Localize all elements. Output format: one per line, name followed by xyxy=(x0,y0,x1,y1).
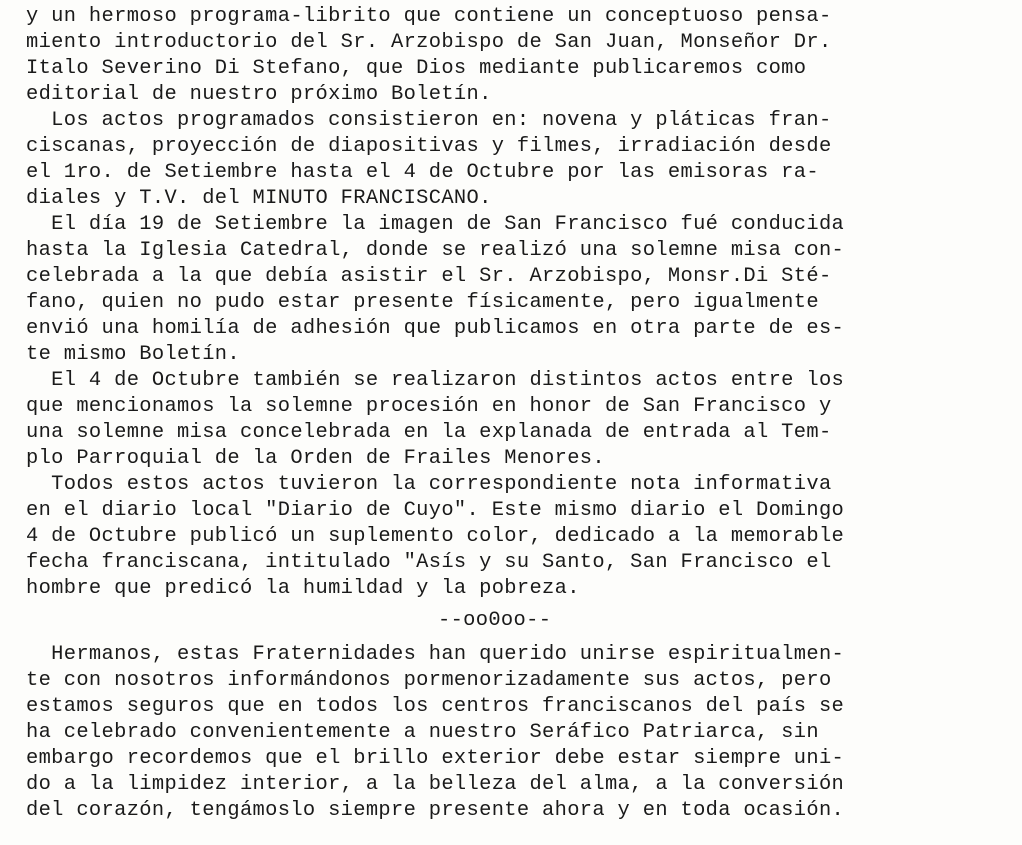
p4-line-3: una solemne misa concelebrada en la explanada de entrada al Tem- xyxy=(26,421,832,444)
p1-line-2: miento introductorio del Sr. Arzobispo de San Juan, Monseñor Dr. xyxy=(26,31,832,54)
p2-line-2: ciscanas, proyección de diapositivas y filmes, irradiación desde xyxy=(26,135,832,158)
p3-line-1: El día 19 de Setiembre la imagen de San Francisco fué conducida xyxy=(26,213,845,236)
p1-line-3: Italo Severino Di Stefano, que Dios mediante publicaremos como xyxy=(26,57,807,80)
p6-line-7: del corazón, tengámoslo siempre presente ahora y en toda ocasión. xyxy=(26,799,845,822)
p6-line-5: embargo recordemos que el brillo exterior debe estar siempre uni- xyxy=(26,747,845,770)
p4-line-2: que mencionamos la solemne procesión en honor de San Francisco y xyxy=(26,395,832,418)
section-separator: --oo0oo-- xyxy=(438,609,552,632)
p3-line-4: fano, quien no pudo estar presente físicamente, pero igualmente xyxy=(26,291,819,314)
p1-line-1: y un hermoso programa-librito que contiene un conceptuoso pensa- xyxy=(26,5,832,28)
p4-line-1: El 4 de Octubre también se realizaron distintos actos entre los xyxy=(26,369,845,392)
p5-line-3: 4 de Octubre publicó un suplemento color, dedicado a la memorable xyxy=(26,525,845,548)
p1-line-4: editorial de nuestro próximo Boletín. xyxy=(26,83,492,106)
p5-line-5: hombre que predicó la humildad y la pobreza. xyxy=(26,577,580,600)
p6-line-1: Hermanos, estas Fraternidades han querido unirse espiritualmen- xyxy=(26,643,845,666)
p3-line-6: te mismo Boletín. xyxy=(26,343,240,366)
p5-line-1: Todos estos actos tuvieron la correspondiente nota informativa xyxy=(26,473,832,496)
p6-line-6: do a la limpidez interior, a la belleza del alma, a la conversión xyxy=(26,773,845,796)
p2-line-4: diales y T.V. del MINUTO FRANCISCANO. xyxy=(26,187,492,210)
p2-line-1: Los actos programados consistieron en: novena y pláticas fran- xyxy=(26,109,832,132)
p3-line-5: envió una homilía de adhesión que publicamos en otra parte de es- xyxy=(26,317,845,340)
p3-line-3: celebrada a la que debía asistir el Sr. Arzobispo, Monsr.Di Sté- xyxy=(26,265,832,288)
p6-line-4: ha celebrado convenientemente a nuestro Seráfico Patriarca, sin xyxy=(26,721,819,744)
p6-line-3: estamos seguros que en todos los centros franciscanos del país se xyxy=(26,695,845,718)
p4-line-4: plo Parroquial de la Orden de Frailes Menores. xyxy=(26,447,605,470)
p5-line-4: fecha franciscana, intitulado "Asís y su Santo, San Francisco el xyxy=(26,551,832,574)
p3-line-2: hasta la Iglesia Catedral, donde se realizó una solemne misa con- xyxy=(26,239,845,262)
p5-line-2: en el diario local "Diario de Cuyo". Este mismo diario el Domingo xyxy=(26,499,845,522)
p6-line-2: te con nosotros informándonos pormenorizadamente sus actos, pero xyxy=(26,669,832,692)
p2-line-3: el 1ro. de Setiembre hasta el 4 de Octubre por las emisoras ra- xyxy=(26,161,819,184)
